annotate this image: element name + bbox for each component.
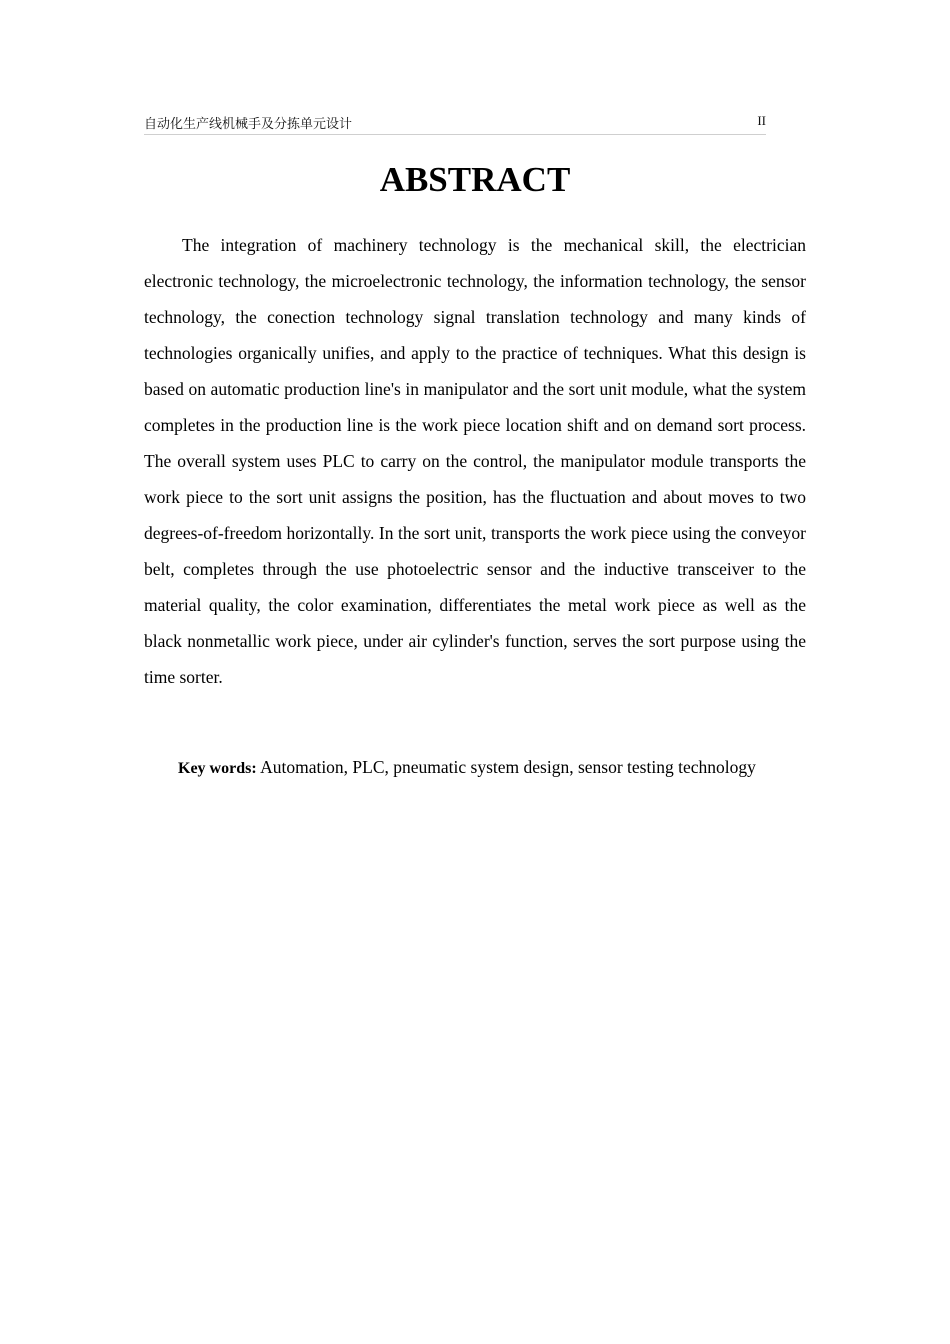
header-title: 自动化生产线机械手及分拣单元设计 bbox=[144, 117, 353, 132]
abstract-heading: ABSTRACT bbox=[379, 160, 571, 199]
abstract-body: The integration of machinery technology is the mechanical skill, the electrician electronic technology, the microelectronic technology, the information technology, the sensor technology, the conection technology signal translation technology and many kinds of technologies organically unifies, and apply to the practice of techniques. What this design is based on automatic production line's in manipulator and the sort unit module, what the system completes in the production line is the work piece location shift and on demand sort process. The overall system uses PLC to carry on the control, the manipulator module transports the work piece to the sort unit assigns the position, has the fluctuation and about moves to two degrees-of-freedom horizontally. In the sort unit, transports the work piece using the conveyor belt, completes through the use photoelectric sensor and the inductive transceiver to the material quality, the color examination, differentiates the metal work piece as well as the black nonmetallic work piece, under air cylinder's function, serves the sort purpose using the time sorter. bbox=[144, 235, 806, 687]
running-header bbox=[144, 112, 766, 135]
page-number: II bbox=[757, 113, 766, 128]
keywords-label: Key words: bbox=[178, 760, 257, 777]
keywords-text: Automation, PLC, pneumatic system design, sensor testing technology bbox=[260, 757, 756, 777]
keywords-paragraph bbox=[144, 749, 806, 787]
